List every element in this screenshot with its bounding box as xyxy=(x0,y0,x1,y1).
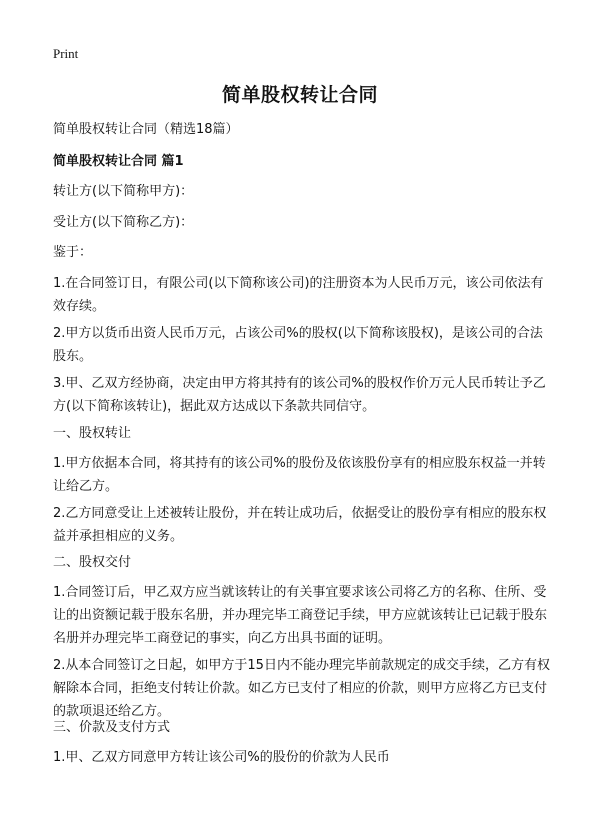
clause-1-1: 1.甲方依据本合同，将其持有的该公司%的股份及依该股份享有的相应股东权益一并转让给乙方。 xyxy=(53,456,546,494)
document-title: 简单股权转让合同 xyxy=(221,84,378,106)
article-heading: 简单股权转让合同 篇1 xyxy=(53,154,184,169)
section-heading-3: 三、价款及支付方式 xyxy=(53,720,171,735)
section-heading-2: 二、股权交付 xyxy=(53,555,132,570)
recital-1: 1.在合同签订日，有限公司(以下简称该公司)的注册资本为人民币万元，该公司依法有效存续。 xyxy=(53,276,544,314)
clause-2-1: 1.合同签订后，甲乙双方应当就该转让的有关事宜要求该公司将乙方的名称、住所、受让的出资额记载于股东名册，并办理完毕工商登记手续，甲方应就该转让已记载于股东名册并办理完毕工商登记的事实，向乙方出具书面的证明。 xyxy=(53,585,548,646)
clause-1-2: 2.乙方同意受让上述被转让股份，并在转让成功后，依据受让的股份享有相应的股东权益并承担相应的义务。 xyxy=(53,506,547,544)
clause-2-2: 2.从本合同签订之日起，如甲方于15日内不能办理完毕前款规定的成交手续，乙方有权解除本合同，拒绝支付转让价款。如乙方已支付了相应的价款，则甲方应将乙方已支付的款项退还给乙方。 xyxy=(53,658,550,719)
whereas-line: 鉴于： xyxy=(53,245,93,260)
recital-2: 2.甲方以货币出资人民币万元，占该公司%的股权(以下简称该股权)，是该公司的合法股东。 xyxy=(53,326,543,364)
transferor-line: 转让方(以下简称甲方)： xyxy=(53,184,194,199)
section-heading-1: 一、股权转让 xyxy=(53,426,132,441)
transferee-line: 受让方(以下简称乙方)： xyxy=(53,215,194,230)
recital-3: 3.甲、乙双方经协商，决定由甲方将其持有的该公司%的股权作价万元人民币转让予乙方(以下简称该转让)，据此双方达成以下条款共同信守。 xyxy=(53,376,546,414)
document-subtitle: 简单股权转让合同（精选18篇） xyxy=(53,122,239,137)
print-link[interactable]: Print xyxy=(53,46,79,61)
clause-3-1: 1.甲、乙双方同意甲方转让该公司%的股份的价款为人民币 xyxy=(53,750,390,765)
